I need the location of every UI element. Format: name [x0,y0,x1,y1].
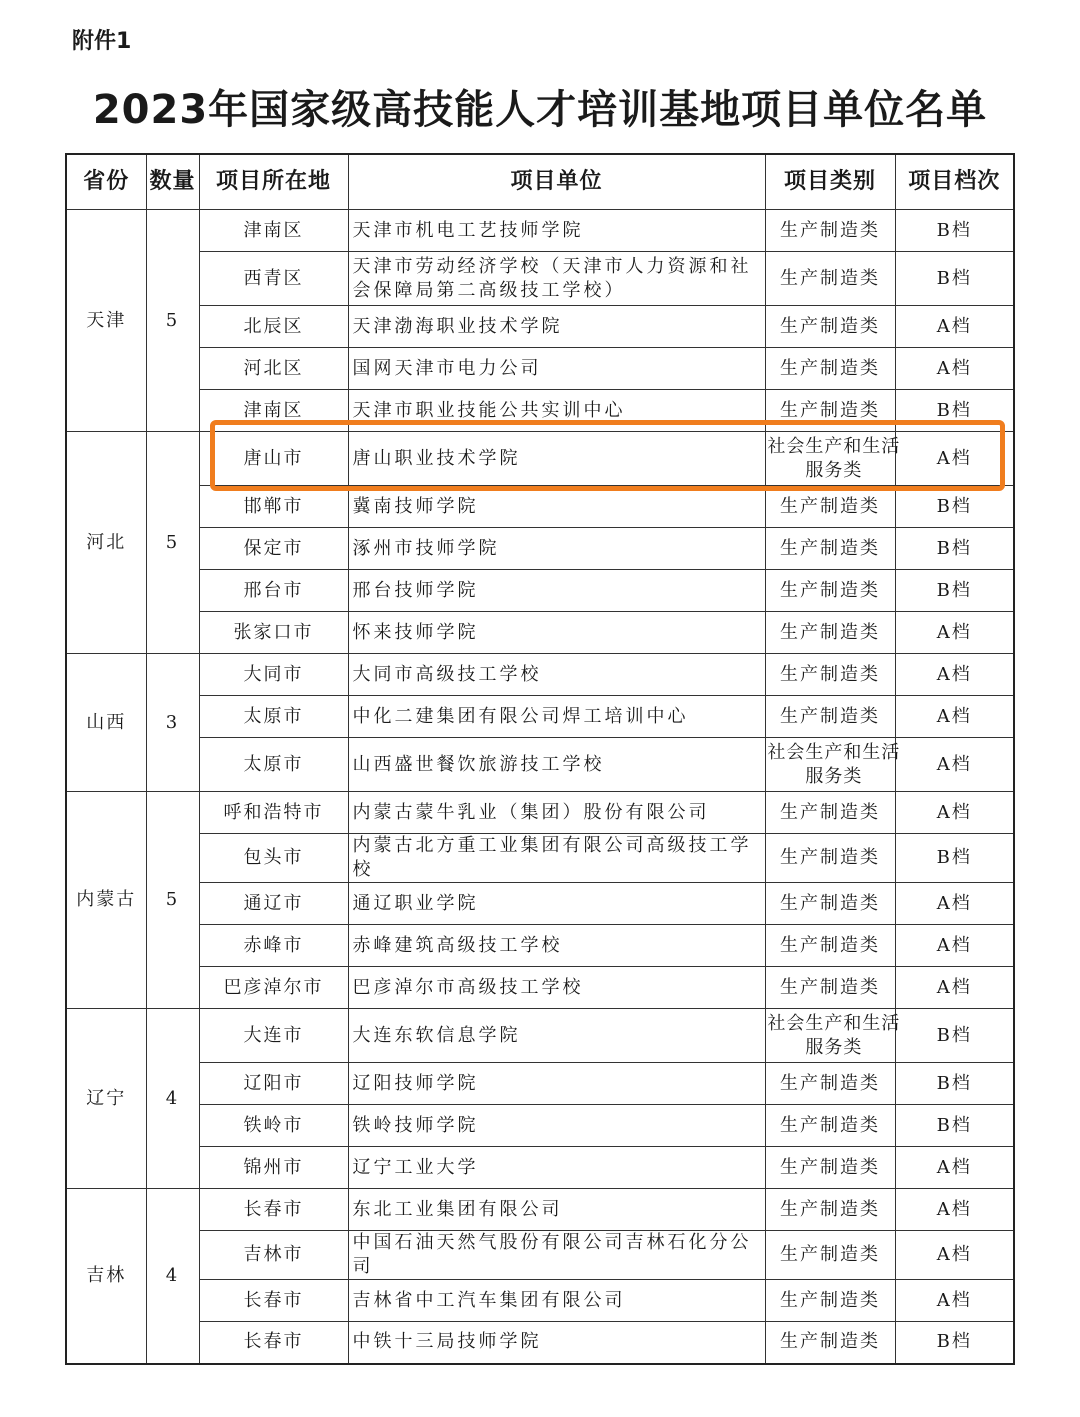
unit-cell: 辽宁工业大学 [348,1147,765,1189]
table-row [66,1147,1014,1189]
category-cell [765,1189,895,1231]
unit-cell: 大同市高级技工学校 [348,654,765,696]
category-text: 生产制造类 [780,1198,880,1220]
grade-cell: A档 [895,306,1014,348]
category-cell [765,1063,895,1105]
table-row [66,696,1014,738]
grade-cell: B档 [895,1322,1014,1364]
table-row [66,348,1014,390]
table-row [66,528,1014,570]
category-text: 生产制造类 [780,315,880,337]
grade-cell: B档 [895,570,1014,612]
count-cell: 4 [146,1009,199,1189]
page-title: 2023年国家级高技能人才培训基地项目单位名单 [92,87,988,133]
grade-cell: A档 [895,1280,1014,1322]
category-cell [765,306,895,348]
grade-cell: A档 [895,967,1014,1009]
grade-cell: A档 [895,792,1014,834]
count-cell: 5 [146,792,199,1009]
table-row [66,1189,1014,1231]
location-cell: 呼和浩特市 [199,792,348,834]
attachment-label: 附件1 [72,29,132,54]
category-cell [765,210,895,252]
table-row [66,570,1014,612]
table-body [66,210,1014,1364]
category-cell [765,967,895,1009]
category-cell [765,925,895,967]
category-cell [765,1322,895,1364]
unit-cell: 山西盛世餐饮旅游技工学校 [348,738,765,792]
highlight-box [210,420,1005,491]
table-header-row [66,154,1014,210]
location-cell: 太原市 [199,696,348,738]
unit-cell: 天津市职业技能公共实训中心 [348,390,765,432]
province-cell: 山西 [66,654,146,792]
table-row [66,1322,1014,1364]
category-cell [765,348,895,390]
table-row [66,1009,1014,1063]
category-text: 生产制造类 [780,705,880,727]
count-cell: 5 [146,432,199,654]
category-text: 生产制造类 [780,267,880,289]
table-row [66,883,1014,925]
category-text: 社会生产和生活服务类 [767,435,901,481]
unit-cell: 内蒙古北方重工业集团有限公司高级技工学校 [348,834,765,883]
location-cell: 吉林市 [199,1231,348,1280]
table-row [66,1280,1014,1322]
grade-cell: B档 [895,390,1014,432]
table-row [66,486,1014,528]
location-cell: 长春市 [199,1189,348,1231]
unit-cell: 内蒙古蒙牛乳业（集团）股份有限公司 [348,792,765,834]
category-cell [765,1105,895,1147]
location-cell: 大连市 [199,1009,348,1063]
grade-cell: B档 [895,1105,1014,1147]
unit-cell: 辽阳技师学院 [348,1063,765,1105]
column-header-count: 数量 [146,154,199,210]
category-text: 生产制造类 [780,621,880,643]
province-cell: 吉林 [66,1189,146,1364]
location-cell: 通辽市 [199,883,348,925]
location-cell: 张家口市 [199,612,348,654]
location-cell: 太原市 [199,738,348,792]
unit-cell: 冀南技师学院 [348,486,765,528]
unit-cell: 赤峰建筑高级技工学校 [348,925,765,967]
location-cell: 唐山市 [199,432,348,486]
location-cell: 西青区 [199,252,348,306]
grade-cell: A档 [895,348,1014,390]
table-row [66,834,1014,883]
unit-cell: 大连东软信息学院 [348,1009,765,1063]
count-cell: 5 [146,210,199,432]
category-text: 生产制造类 [780,976,880,998]
table-row [66,738,1014,792]
table-row [66,306,1014,348]
category-text: 生产制造类 [780,579,880,601]
category-cell [765,883,895,925]
table-row [66,1105,1014,1147]
category-cell [765,738,901,792]
table-row [66,925,1014,967]
location-cell: 巴彦淖尔市 [199,967,348,1009]
province-cell: 内蒙古 [66,792,146,1009]
unit-cell: 铁岭技师学院 [348,1105,765,1147]
category-cell [765,570,895,612]
column-header-grade: 项目档次 [895,154,1014,210]
unit-cell: 天津市机电工艺技师学院 [348,210,765,252]
grade-cell: A档 [895,1231,1014,1280]
column-header-province: 省份 [66,154,146,210]
category-text: 生产制造类 [780,399,880,421]
grade-cell: A档 [895,738,1014,792]
category-text: 生产制造类 [780,495,880,517]
location-cell: 北辰区 [199,306,348,348]
unit-cell: 吉林省中工汽车集团有限公司 [348,1280,765,1322]
table-row [66,654,1014,696]
category-text: 生产制造类 [780,847,880,868]
grade-cell: B档 [895,1009,1014,1063]
location-cell: 津南区 [199,390,348,432]
category-text: 生产制造类 [780,934,880,956]
unit-cell: 巴彦淖尔市高级技工学校 [348,967,765,1009]
unit-cell: 怀来技师学院 [348,612,765,654]
category-text: 生产制造类 [780,801,880,823]
unit-cell: 天津市劳动经济学校（天津市人力资源和社会保障局第二高级技工学校） [348,252,765,306]
grade-cell: A档 [895,1147,1014,1189]
province-cell: 河北 [66,432,146,654]
location-cell: 大同市 [199,654,348,696]
location-cell: 包头市 [199,834,348,883]
unit-cell: 邢台技师学院 [348,570,765,612]
location-cell: 长春市 [199,1280,348,1322]
location-cell: 锦州市 [199,1147,348,1189]
category-cell [765,792,895,834]
category-text: 生产制造类 [780,1244,880,1265]
grade-cell: B档 [895,834,1014,883]
location-cell: 长春市 [199,1322,348,1364]
unit-cell: 涿州市技师学院 [348,528,765,570]
province-cell: 辽宁 [66,1009,146,1189]
table-row [66,252,1014,306]
category-text: 生产制造类 [780,1072,880,1094]
table-row [66,792,1014,834]
province-cell: 天津 [66,210,146,432]
grade-cell: A档 [895,1189,1014,1231]
table-row [66,1231,1014,1280]
unit-list-table [65,153,1015,1365]
grade-cell: B档 [895,528,1014,570]
location-cell: 赤峰市 [199,925,348,967]
unit-cell: 唐山职业技术学院 [348,432,765,486]
unit-cell: 东北工业集团有限公司 [348,1189,765,1231]
column-header-location: 项目所在地 [199,154,348,210]
category-text: 生产制造类 [780,892,880,914]
grade-cell: A档 [895,883,1014,925]
category-cell [765,1231,895,1280]
category-cell [765,1147,895,1189]
category-text: 生产制造类 [780,1289,880,1311]
table-row [66,967,1014,1009]
count-cell: 4 [146,1189,199,1364]
table-row [66,1063,1014,1105]
column-header-category: 项目类别 [765,154,895,210]
unit-cell: 中国石油天然气股份有限公司吉林石化分公司 [348,1231,765,1280]
unit-cell: 通辽职业学院 [348,883,765,925]
category-text: 生产制造类 [780,1156,880,1178]
grade-cell: A档 [895,925,1014,967]
location-cell: 辽阳市 [199,1063,348,1105]
grade-cell: B档 [895,252,1014,306]
category-cell [765,1280,895,1322]
category-cell [765,528,895,570]
location-cell: 保定市 [199,528,348,570]
category-text: 生产制造类 [780,537,880,559]
category-cell [765,612,895,654]
unit-cell: 中铁十三局技师学院 [348,1322,765,1364]
category-cell [765,486,895,528]
category-text: 生产制造类 [780,219,880,241]
location-cell: 铁岭市 [199,1105,348,1147]
category-cell [765,654,895,696]
grade-cell: B档 [895,210,1014,252]
category-text: 生产制造类 [780,1331,880,1353]
location-cell: 津南区 [199,210,348,252]
grade-cell: A档 [895,654,1014,696]
category-cell [765,696,895,738]
location-cell: 邯郸市 [199,486,348,528]
count-cell: 3 [146,654,199,792]
unit-cell: 天津渤海职业技术学院 [348,306,765,348]
category-text: 社会生产和生活服务类 [767,1012,901,1058]
category-cell [765,252,895,306]
grade-cell: A档 [895,612,1014,654]
grade-cell: A档 [895,432,1014,486]
grade-cell: B档 [895,486,1014,528]
table-row [66,612,1014,654]
location-cell: 河北区 [199,348,348,390]
unit-cell: 中化二建集团有限公司焊工培训中心 [348,696,765,738]
location-cell: 邢台市 [199,570,348,612]
grade-cell: A档 [895,696,1014,738]
category-text: 生产制造类 [780,1114,880,1136]
category-cell [765,1009,901,1063]
table-row [66,210,1014,252]
unit-cell: 国网天津市电力公司 [348,348,765,390]
category-text: 社会生产和生活服务类 [767,741,901,787]
category-text: 生产制造类 [780,357,880,379]
category-text: 生产制造类 [780,663,880,685]
category-cell [765,834,895,883]
grade-cell: B档 [895,1063,1014,1105]
column-header-unit: 项目单位 [348,154,765,210]
